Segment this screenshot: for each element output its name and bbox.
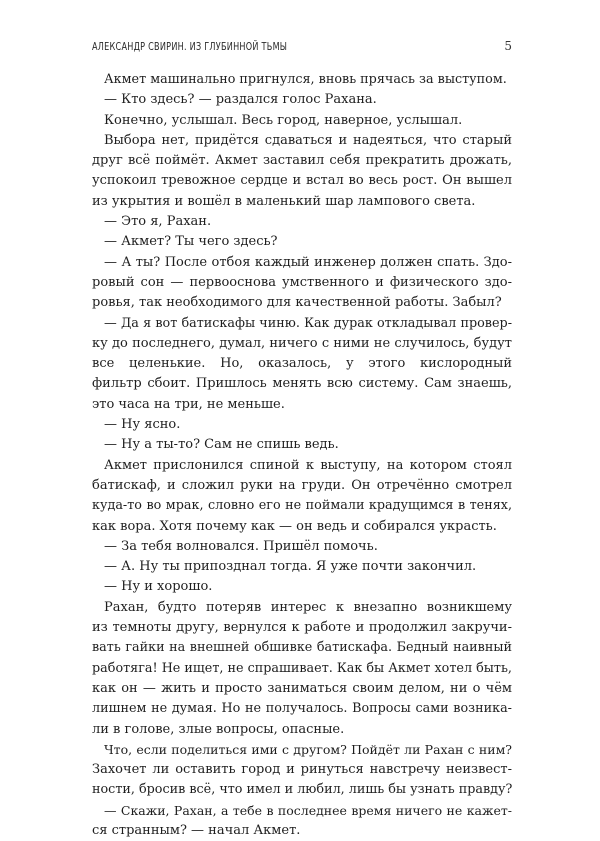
text-line: Акмет прислонился спиной к выступу, на котором стоял <box>104 457 512 473</box>
text-line: Акмет машинально пригнулся, вновь прячась за выступом. <box>104 72 507 87</box>
text-line: как вора. Хотя почему как — он ведь и собирался украсть. <box>92 518 497 534</box>
text-line: ровый сон — первооснова умственного и физического здо- <box>92 274 512 290</box>
text-line: ности, бросив всё, что имел и любил, лишь бы узнать правду? <box>92 782 513 798</box>
running-title: АЛЕКСАНДР СВИРИН. ИЗ ГЛУБИННОЙ ТЬМЫ <box>92 40 288 53</box>
text-line: Захочет ли оставить город и ринуться навстречу неизвест- <box>92 762 512 778</box>
text-line: ку до последнего, думал, ничего с ними не случилось, будут <box>92 335 512 351</box>
text-line: лишнем не думая. Но не получалось. Вопросы сами возника- <box>92 701 512 717</box>
text-line: как он — жить и просто заниматься своим делом, ни о чём <box>92 680 512 696</box>
text-line: — Скажи, Рахан, а тебе в последнее время ничего не кажет- <box>104 802 512 818</box>
text-line: из темноты другу, вернулся к работе и продолжил закручи- <box>92 620 512 636</box>
text-line: из укрытия и вошёл в маленький шар лампового света. <box>92 193 476 209</box>
text-line: все целенькие. Но, оказалось, у этого кислородный <box>92 356 512 372</box>
text-line: — Ну а ты-то? Сам не спишь ведь. <box>104 437 339 453</box>
text-line: Рахан, будто потеряв интерес к внезапно возникшему <box>104 599 512 615</box>
text-line: Конечно, услышал. Весь город, наверное, услышал. <box>104 112 463 128</box>
text-line: — А. Ну ты припозднал тогда. Я уже почти закончил. <box>104 559 477 575</box>
text-line: — Да я вот батискафы чиню. Как дурак откладывал провер- <box>104 315 512 331</box>
text-line: ли в голове, злые вопросы, опасные. <box>92 721 345 737</box>
text-line: ровья, так необходимого для качественной работы. Забыл? <box>92 295 502 311</box>
text-line: работяга! Не ищет, не спрашивает. Как бы Акмет хотел быть, <box>92 660 512 676</box>
text-line: Что, если поделиться ими с другом? Пойдёт ли Рахан с ним? <box>104 741 512 757</box>
text-line: Выбора нет, придётся сдаваться и надеяться, что старый <box>104 132 512 148</box>
text-line: — Ну ясно. <box>104 417 181 433</box>
running-head <box>92 40 512 56</box>
text-line: ся странным? — начал Акмет. <box>92 822 301 838</box>
text-line: — Это я, Рахан. <box>104 214 212 230</box>
text-line: — Ну и хорошо. <box>104 579 213 595</box>
text-line: фильтр сбоит. Пришлось менять всю систему. Сам знаешь, <box>92 376 512 392</box>
text-line: друг всё поймёт. Акмет заставил себя прекратить дрожать, <box>92 153 512 169</box>
text-line: — А ты? После отбоя каждый инженер должен спать. Здо- <box>104 254 512 270</box>
text-line: батискаф, и сложил руки на груди. Он отречённо смотрел <box>92 477 512 493</box>
text-line: — Кто здесь? — раздался голос Рахана. <box>104 92 377 108</box>
page-number: 5 <box>504 39 512 53</box>
text-line: — Акмет? Ты чего здесь? <box>104 234 278 250</box>
text-line: — За тебя волновался. Пришёл помочь. <box>104 538 378 554</box>
text-line: куда-то во мрак, словно его не поймали крадущимся в тенях, <box>92 498 512 514</box>
text-line: это часа на три, не меньше. <box>92 396 285 412</box>
body-text <box>92 70 512 841</box>
text-line: успокоил тревожное сердце и встал во весь рост. Он вышел <box>92 173 512 189</box>
text-line: вать гайки на внешней обшивке батискафа. Бедный наивный <box>92 640 512 656</box>
